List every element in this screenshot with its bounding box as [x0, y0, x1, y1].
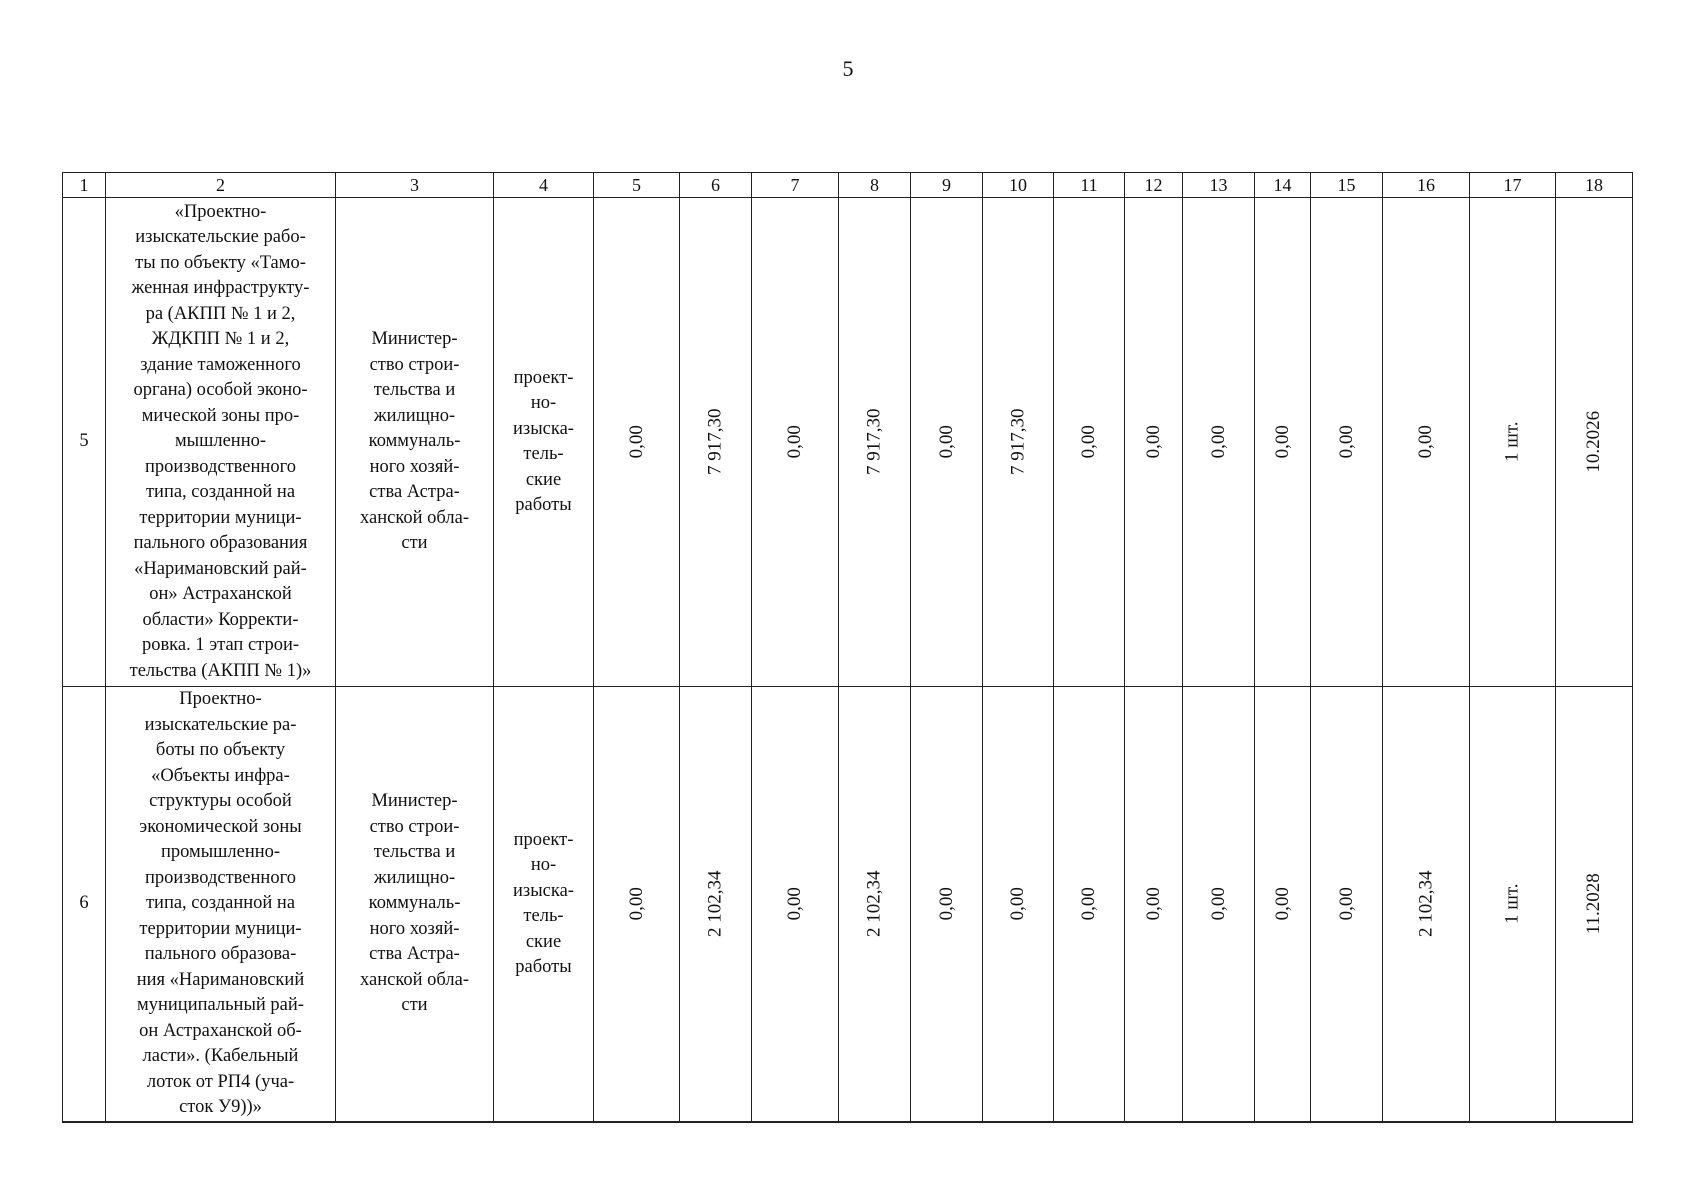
- header-cell: 18: [1556, 173, 1633, 198]
- value-cell: [1383, 687, 1470, 1123]
- value-text: 0,00: [1078, 886, 1100, 921]
- quantity-text: 1 шт.: [1501, 883, 1523, 924]
- value-text: 0,00: [935, 886, 957, 921]
- value-text: 0,00: [1142, 424, 1164, 459]
- value-text: 0,00: [1007, 886, 1029, 921]
- work-type-cell: [494, 687, 594, 1123]
- value-cell: [1311, 198, 1383, 687]
- value-text: 0,00: [784, 424, 806, 459]
- header-cell: 7: [752, 173, 839, 198]
- responsible-cell: [336, 198, 494, 687]
- object-name: «Проектно- изыскательские рабо- ты по объекту «Тамо- женная инфраструкту- ра (АКПП № 1 и 2, ЖДКПП № 1 и 2, здание таможенного органа) особой эконо- мической зоны про- мышленно- производственного типа, созданной на территории муници- пального образования «Наримановский рай- он» Астраханской области» Корректи- ровка. 1 этап строи- тельства (АКПП № 1)»: [129, 201, 312, 681]
- value-cell: [1183, 198, 1255, 687]
- header-row: [63, 173, 1633, 198]
- table-row: [63, 687, 1633, 1123]
- value-cell: [911, 687, 983, 1123]
- header-cell: 6: [680, 173, 752, 198]
- header-cell: 12: [1125, 173, 1183, 198]
- value-text: 0,00: [1335, 886, 1357, 921]
- header-cell: 11: [1054, 173, 1125, 198]
- value-text: 0,00: [935, 424, 957, 459]
- header-cell: 15: [1311, 173, 1383, 198]
- header-cell: 1: [63, 173, 106, 198]
- value-cell: [1183, 687, 1255, 1123]
- deadline-text: 11.2028: [1583, 872, 1605, 935]
- value-cell: [911, 198, 983, 687]
- work-type: проект- но- изыска- тель- ские работы: [513, 367, 574, 515]
- object-name: Проектно- изыскательские ра- боты по объекту «Объекты инфра- структуры особой экономической зоны промышленно- производственного типа, созданной на территории муници- пального образова- ния «Наримановский муниципальный рай- он Астраханской об- ласти». (Кабельный лоток от РП4 (уча- сток У9))»: [136, 689, 305, 1118]
- responsible-org: Министер- ство строи- тельства и жилищно- коммуналь- ного хозяй- ства Астра- ханской обла- сти: [360, 329, 469, 554]
- value-text: 2 102,34: [863, 870, 885, 937]
- value-cell: [680, 198, 752, 687]
- value-cell: [1255, 687, 1311, 1123]
- object-name-cell: [106, 687, 336, 1123]
- value-text: 0,00: [1271, 424, 1293, 459]
- value-text: 0,00: [1415, 424, 1437, 459]
- value-text: 0,00: [1207, 424, 1229, 459]
- value-text: 7 917,30: [863, 408, 885, 475]
- header-cell: 3: [336, 173, 494, 198]
- header-cell: 8: [839, 173, 911, 198]
- header-cell: 13: [1183, 173, 1255, 198]
- value-cell: [983, 687, 1054, 1123]
- value-text: 0,00: [784, 886, 806, 921]
- quantity-cell: [1470, 687, 1556, 1123]
- value-cell: [1311, 687, 1383, 1123]
- quantity-cell: [1470, 198, 1556, 687]
- data-table: [62, 172, 1633, 1123]
- value-cell: [1255, 198, 1311, 687]
- value-cell: [680, 687, 752, 1123]
- work-type-cell: [494, 198, 594, 687]
- table-row: [63, 198, 1633, 687]
- header-cell: 4: [494, 173, 594, 198]
- header-cell: 2: [106, 173, 336, 198]
- value-text: 7 917,30: [704, 408, 726, 475]
- responsible-org: Министер- ство строи- тельства и жилищно- коммуналь- ного хозяй- ства Астра- ханской обла- сти: [360, 791, 469, 1016]
- header-cell: 5: [594, 173, 680, 198]
- header-cell: 17: [1470, 173, 1556, 198]
- value-text: 7 917,30: [1007, 408, 1029, 475]
- value-cell: [1054, 198, 1125, 687]
- value-cell: [752, 687, 839, 1123]
- header-cell: 10: [983, 173, 1054, 198]
- deadline-text: 10.2026: [1583, 410, 1605, 473]
- header-cell: 16: [1383, 173, 1470, 198]
- value-cell: [594, 687, 680, 1123]
- value-text: 0,00: [1142, 886, 1164, 921]
- value-text: 0,00: [625, 886, 647, 921]
- row-number: 6: [63, 687, 106, 1123]
- value-text: 0,00: [1078, 424, 1100, 459]
- row-number: 5: [63, 198, 106, 687]
- value-cell: [839, 687, 911, 1123]
- value-cell: [594, 198, 680, 687]
- value-cell: [1125, 198, 1183, 687]
- value-cell: [983, 198, 1054, 687]
- value-text: 2 102,34: [1415, 870, 1437, 937]
- object-name-cell: [106, 198, 336, 687]
- value-cell: [1383, 198, 1470, 687]
- value-text: 0,00: [1271, 886, 1293, 921]
- responsible-cell: [336, 687, 494, 1123]
- work-type: проект- но- изыска- тель- ские работы: [513, 829, 574, 977]
- header-cell: 9: [911, 173, 983, 198]
- quantity-text: 1 шт.: [1501, 421, 1523, 462]
- value-text: 2 102,34: [704, 870, 726, 937]
- value-cell: [1054, 687, 1125, 1123]
- value-cell: [752, 198, 839, 687]
- page-number: 5: [842, 56, 854, 81]
- value-cell: [1125, 687, 1183, 1123]
- value-text: 0,00: [1207, 886, 1229, 921]
- header-cell: 14: [1255, 173, 1311, 198]
- value-cell: [839, 198, 911, 687]
- deadline-cell: [1556, 687, 1633, 1123]
- value-text: 0,00: [1335, 424, 1357, 459]
- deadline-cell: [1556, 198, 1633, 687]
- value-text: 0,00: [625, 424, 647, 459]
